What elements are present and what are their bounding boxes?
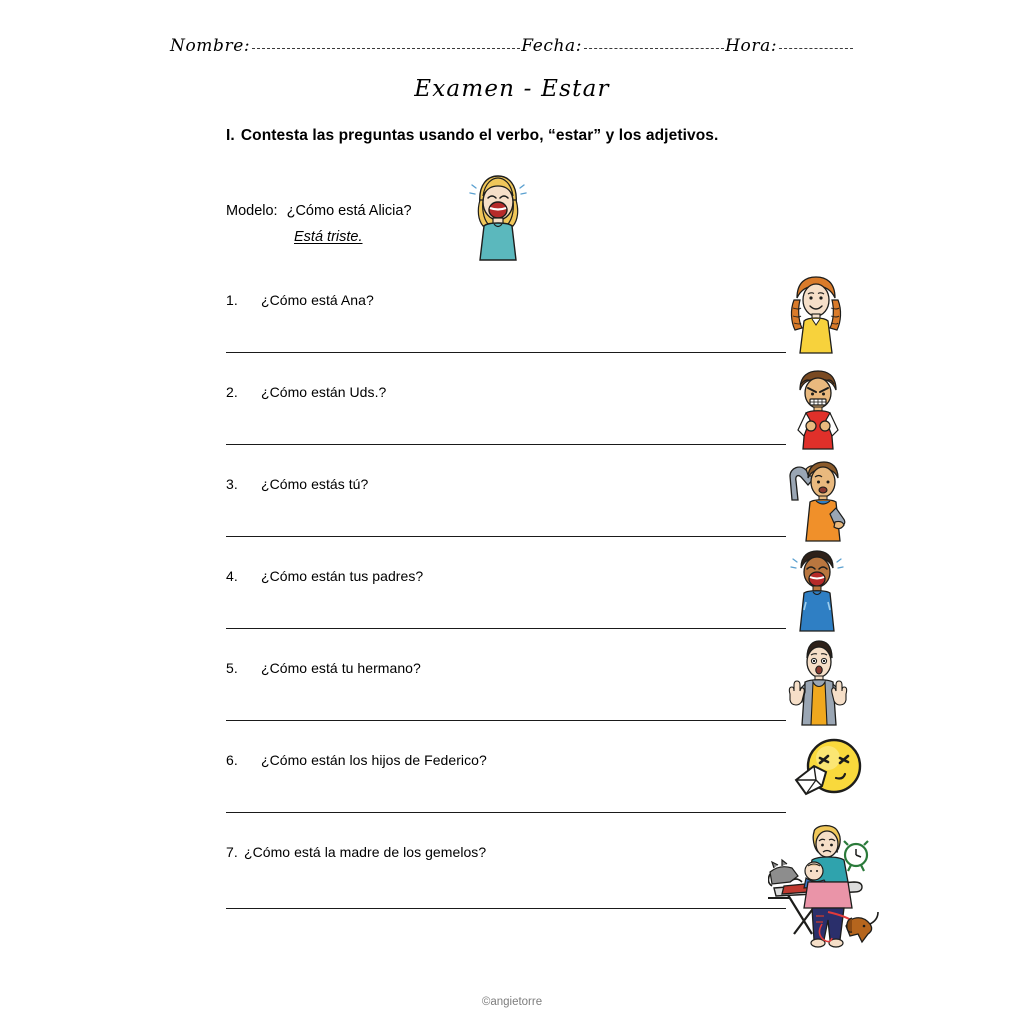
question-6 [226, 752, 487, 768]
question-1-text: ¿Cómo está Ana? [261, 292, 374, 308]
answer-line-3[interactable] [226, 536, 786, 537]
question-7-text: ¿Cómo está la madre de los gemelos? [244, 844, 487, 860]
question-6-text: ¿Cómo están los hijos de Federico? [261, 752, 487, 768]
clipart-angry-boy-red-shirt [789, 370, 847, 450]
question-5-text: ¿Cómo está tu hermano? [261, 660, 421, 676]
question-4 [226, 568, 423, 584]
question-5 [226, 660, 421, 676]
hora-write-line[interactable] [779, 37, 853, 49]
question-3-number: 3. [226, 476, 238, 492]
clipart-busy-stressed-mother [768, 824, 880, 950]
question-2-text: ¿Cómo están Uds.? [261, 384, 387, 400]
question-4-text: ¿Cómo están tus padres? [261, 568, 424, 584]
page-title: Examen - Estar [414, 76, 610, 102]
clipart-surprised-boy-hands-up [786, 640, 850, 726]
hora-label: Hora: [725, 36, 778, 56]
clipart-crying-boy-blue-shirt [788, 550, 846, 632]
modelo-block [226, 198, 412, 250]
clipart-sick-sneezing-face [792, 736, 866, 808]
question-3 [226, 476, 368, 492]
clipart-crying-girl-alicia [466, 174, 530, 262]
answer-line-1[interactable] [226, 352, 786, 353]
instruction-line [226, 127, 718, 145]
instruction-numeral: I. [226, 127, 235, 144]
answer-line-4[interactable] [226, 628, 786, 629]
answer-line-7[interactable] [226, 908, 786, 909]
student-info-header [170, 36, 830, 62]
footer-credit: ©angietorre [481, 996, 543, 1008]
question-1 [226, 292, 374, 308]
answer-line-6[interactable] [226, 812, 786, 813]
question-2 [226, 384, 386, 400]
question-4-number: 4. [226, 568, 238, 584]
clipart-smiling-girl-braids [788, 276, 844, 354]
question-6-number: 6. [226, 752, 238, 768]
modelo-label: Modelo: [226, 203, 278, 219]
fecha-label: Fecha: [521, 36, 583, 56]
instruction-text: Contesta las preguntas usando el verbo, “estar” y los adjetivos. [240, 127, 719, 144]
modelo-answer: Está triste. [294, 229, 363, 245]
question-3-text: ¿Cómo estás tú? [261, 476, 369, 492]
answer-line-5[interactable] [226, 720, 786, 721]
nombre-write-line[interactable] [252, 37, 520, 49]
question-7-number: 7. [226, 844, 238, 860]
question-7 [226, 844, 486, 860]
question-1-number: 1. [226, 292, 238, 308]
clipart-confused-boy-orange-shirt [786, 458, 848, 542]
modelo-question-line [226, 203, 412, 219]
question-2-number: 2. [226, 384, 238, 400]
question-5-number: 5. [226, 660, 238, 676]
nombre-label: Nombre: [170, 36, 251, 56]
modelo-question: ¿Cómo está Alicia? [286, 203, 412, 219]
fecha-write-line[interactable] [584, 37, 724, 49]
answer-line-2[interactable] [226, 444, 786, 445]
